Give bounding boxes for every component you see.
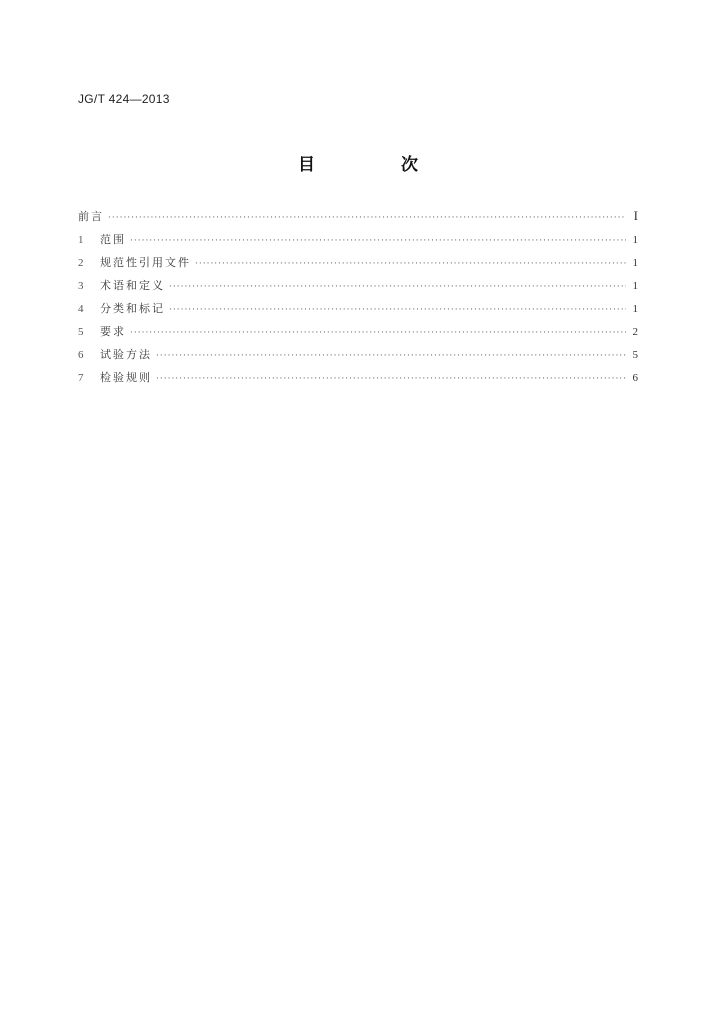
toc-entry-5[interactable] [78,323,638,346]
toc-entry-number: 5 [78,326,84,338]
toc-entry-label: 要求 [100,325,126,338]
document-code: JG/T 424—2013 [78,92,170,106]
toc-entry-number: 7 [78,372,84,384]
toc-leader-dots [156,351,626,361]
toc-entry-label: 规范性引用文件 [100,256,191,269]
toc-entry-2[interactable] [78,254,638,277]
toc-entry-number: 3 [78,280,84,292]
toc-entry-foreword[interactable] [78,208,638,231]
toc-leader-dots [169,282,626,292]
toc-leader-dots [130,328,626,338]
toc-entry-page: 1 [632,280,638,292]
toc-entry-label: 分类和标记 [100,302,165,315]
toc-leader-dots [130,236,626,246]
toc-entry-page: 1 [632,257,638,269]
toc-list [78,208,638,392]
toc-leader-dots [156,374,626,384]
toc-entry-label: 范围 [100,233,126,246]
toc-entry-label: 前言 [78,210,104,223]
toc-entry-4[interactable] [78,300,638,323]
toc-entry-page: 6 [632,372,638,384]
toc-entry-page: 1 [632,303,638,315]
toc-entry-label: 试验方法 [100,348,152,361]
toc-leader-dots [195,259,626,269]
toc-entry-number: 2 [78,257,84,269]
toc-entry-6[interactable] [78,346,638,369]
toc-entry-7[interactable] [78,369,638,392]
toc-entry-label: 术语和定义 [100,279,165,292]
toc-entry-1[interactable] [78,231,638,254]
toc-entry-number: 6 [78,349,84,361]
toc-entry-page: I [633,208,638,223]
toc-entry-number: 4 [78,303,84,315]
toc-entry-number: 1 [78,234,84,246]
toc-entry-page: 2 [632,326,638,338]
toc-entry-3[interactable] [78,277,638,300]
toc-leader-dots [108,213,626,223]
toc-entry-page: 5 [632,349,638,361]
toc-entry-label: 检验规则 [100,371,152,384]
toc-title: 目 次 [298,155,458,175]
toc-leader-dots [169,305,626,315]
toc-entry-page: 1 [632,234,638,246]
